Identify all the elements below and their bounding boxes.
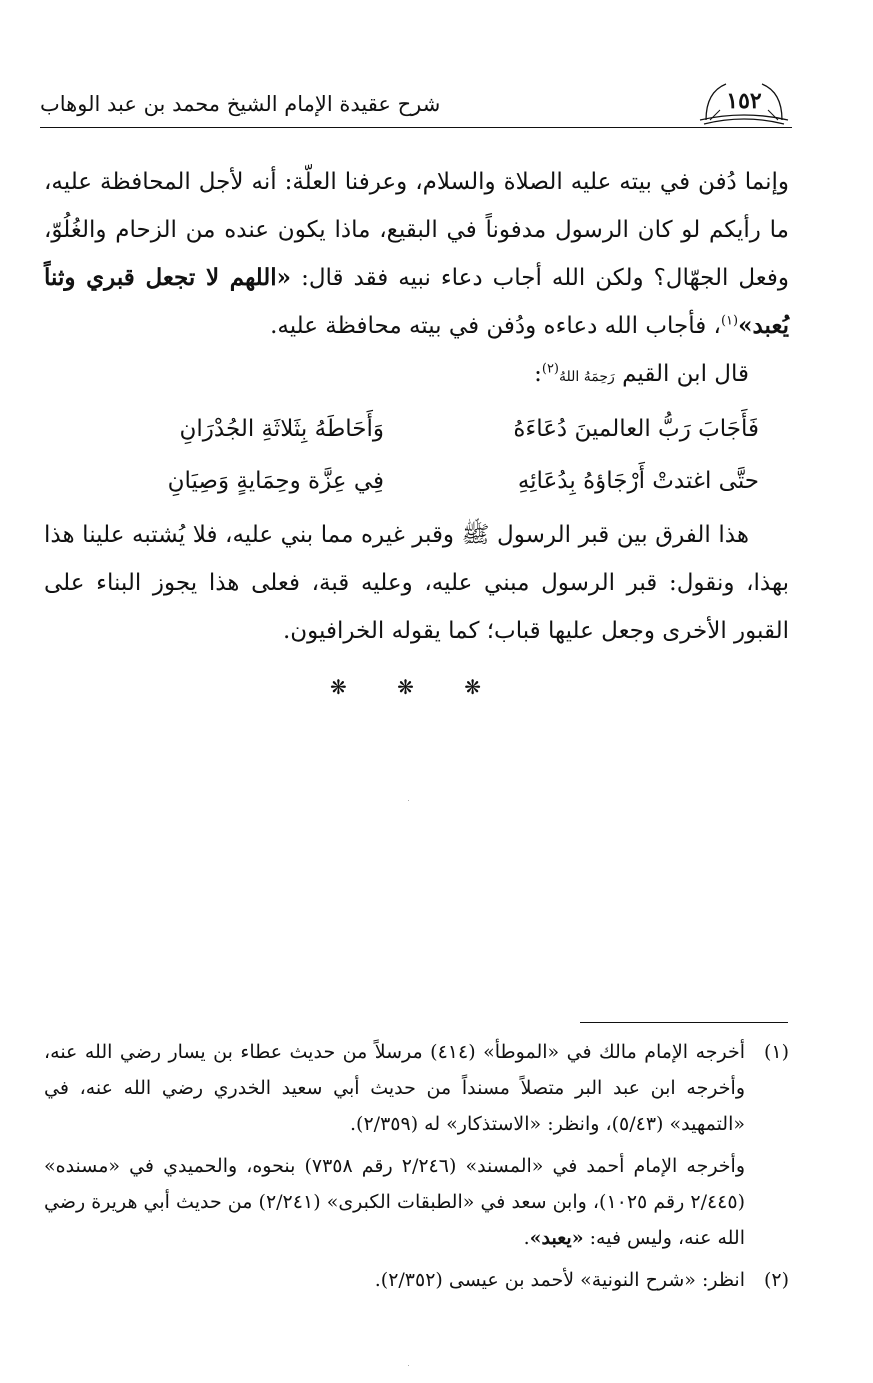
paragraph-2: هذا الفرق بين قبر الرسول ﷺ وقبر غيره مما بني عليه، فلا يُشتبه علينا هذا بهذا، ونقول: قبر الرسول مبني عليه، وعليه قبة، فعلى هذا يجوز البناء على القبور الأخرى وجعل عليها قباب؛ كما يقوله الخرافيون. bbox=[44, 522, 789, 644]
footnote-text: وأخرجه الإمام أحمد في «المسند» (٢/٢٤٦ رقم ٧٣٥٨) بنحوه، والحميدي في «مسنده» (٢/٤٤٥ رقم ١٠٢٥)، وابن سعد في «الطبقات الكبرى» (٢/٢٤١) من حديث أبي هريرة رضي الله عنه، وليس فيه: bbox=[44, 1155, 746, 1249]
second-hemistich: فِي عِزَّة وحِمَايةٍ وَصِيَانِ bbox=[167, 468, 384, 494]
footnotes bbox=[44, 1034, 789, 1304]
footnote-number: (١) bbox=[763, 1041, 789, 1063]
poem bbox=[44, 403, 789, 507]
page-number: ١٥٢ bbox=[726, 88, 762, 114]
honorific: رَحِمَهُ اللهُ bbox=[559, 369, 615, 385]
paragraph-1-end: ، فأجاب الله دعاءه ودُفن في بيته محافظة عليه. bbox=[270, 313, 721, 339]
footnote-text: أخرجه الإمام مالك في «الموطأ» (٤١٤) مرسلاً من حديث عطاء بن يسار رضي الله عنه، وأخرجه ابن عبد البر متصلاً مسنداً من حديث أبي سعيد الخدري رضي الله عنه، في «التمهيد» (٥/٤٣)، وانظر: «الاستذكار» له (٢/٣٥٩). bbox=[44, 1041, 746, 1135]
main-text bbox=[44, 158, 789, 711]
paragraph-1-text: وإنما دُفن في بيته عليه الصلاة والسلام، وعرفنا العلّة: أنه لأجل المحافظة عليه، ما رأيكم لو كان الرسول مدفوناً في البقيع، ماذا يكون عنده من الزحام والغُلُوّ، وفعل الجهّال؟ ولكن الله أجاب دعاء نبيه فقد قال: bbox=[44, 169, 789, 291]
footnote-end: . bbox=[523, 1227, 530, 1249]
gutter-mark bbox=[408, 1365, 409, 1366]
poem-verse bbox=[44, 403, 789, 455]
footnote-1-continued bbox=[44, 1148, 789, 1256]
poem-intro-text: قال ابن القيم bbox=[614, 361, 749, 387]
page-number-ornament bbox=[696, 80, 792, 122]
running-title: شرح عقيدة الإمام الشيخ محمد بن عبد الوهاب bbox=[40, 92, 441, 116]
footnote-divider bbox=[580, 1022, 788, 1023]
footnote-1 bbox=[44, 1034, 789, 1142]
poem-verse bbox=[44, 455, 789, 507]
poem-intro bbox=[44, 350, 789, 401]
page-header bbox=[40, 78, 792, 130]
section-separator: ❋ ❋ ❋ bbox=[330, 675, 503, 699]
footnote-bold-word: «يعبد» bbox=[529, 1227, 584, 1249]
second-hemistich: وَأَحَاطَهُ بِثَلاثَةِ الجُدْرَانِ bbox=[179, 416, 384, 442]
footnote-number: (٢) bbox=[763, 1269, 789, 1291]
footnote-ref-1[interactable]: (١) bbox=[720, 313, 739, 329]
header-divider bbox=[40, 127, 792, 128]
first-hemistich: حتَّى اغتدتْ أَرْجَاؤهُ بِدُعَائِهِ bbox=[517, 468, 759, 494]
gutter-mark bbox=[408, 800, 409, 801]
hadith-quote: «اللهم لا تجعل قبري وثناً يُعبد» bbox=[44, 264, 789, 339]
poem-intro-colon: : bbox=[534, 361, 542, 387]
first-hemistich: فَأَجَابَ رَبُّ العالمينَ دُعَاءَهُ bbox=[513, 416, 759, 442]
footnote-text: انظر: «شرح النونية» لأحمد بن عيسى (٢/٣٥٢). bbox=[374, 1269, 745, 1291]
paragraph-1 bbox=[44, 158, 789, 350]
footnote-ref-2[interactable]: (٢) bbox=[541, 361, 559, 377]
footnote-2 bbox=[44, 1262, 789, 1298]
